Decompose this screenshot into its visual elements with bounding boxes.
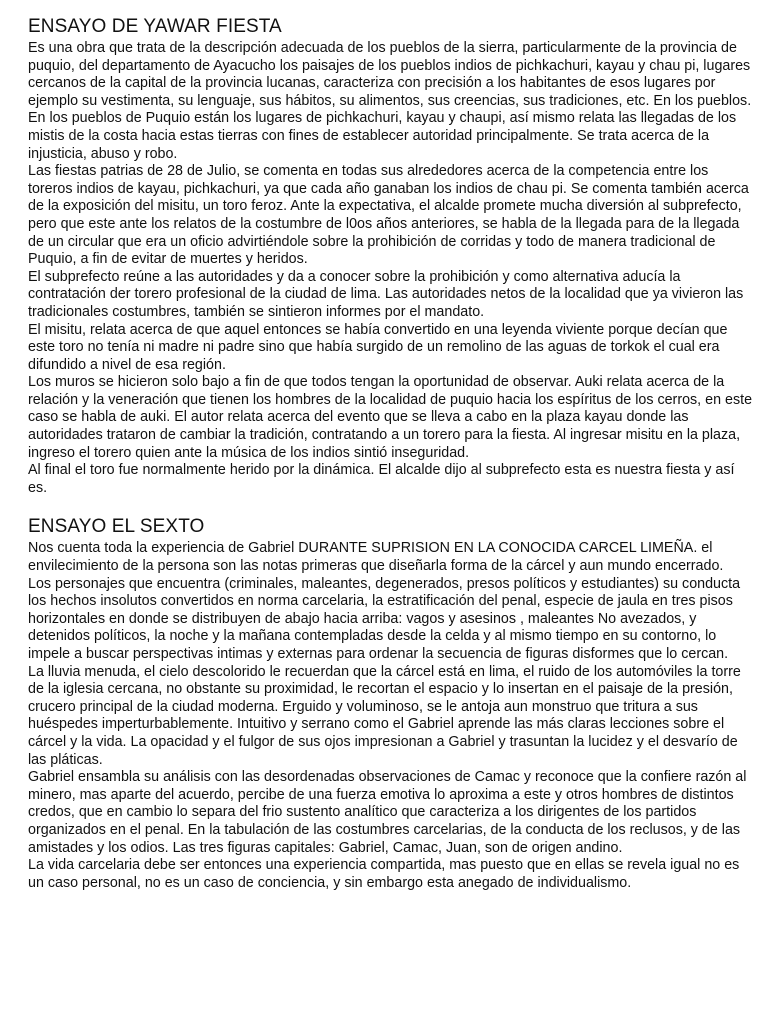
paragraph: La vida carcelaria debe ser entonces una experiencia compartida, mas puesto que en ellas se revela igual no es un caso personal, no es un caso de conciencia, y sin embargo esta anegado de individualismo.: [28, 857, 740, 891]
document-page: [28, 14, 756, 892]
paragraph: Los personajes que encuentra (criminales, maleantes, degenerados, presos políticos y estudiantes) su conducta los hechos insolutos convertidos en norma carcelaria, la estratificación del penal, especie de jaula en tres pisos horizontales en donde se distribuyen de abajo hacia arriba: vagos y asesinos , maleantes No avezados, y detenidos políticos, la noche y la mañana contempladas desde la celda y al mismo tiempo en su contorno, lo impele a buscar perspectivas intimas y externas para ordenar la secuencia de figuras disformes que lo cercan.: [28, 575, 741, 662]
paragraph: En los pueblos de Puquio están los lugares de pichkachuri, kayau y chaupi, así mismo relata las llegadas de los mistis de la costa hacia estas tierras con fines de establecer autoridad principalmente. Se trata acerca de la injusticia, abuso y robo.: [28, 110, 737, 162]
paragraph: Es una obra que trata de la descripción adecuada de los pueblos de la sierra, particularmente de la provincia de puquio, del departamento de Ayacucho los paisajes de los pueblos indios de pichkachuri, kayau y chau pi, lugares cercanos de la capital de la provincia lucanas, caracteriza con precisión a los habitantes de esos lugares por ejemplo su vestimenta, su lenguaje, sus hábitos, su alimentos, sus creencias, sus tradiciones, etc. En los pueblos.: [28, 40, 752, 109]
paragraph: Los muros se hicieron solo bajo a fin de que todos tengan la oportunidad de observar. Auki relata acerca de la relación y la veneración que tienen los hombres de la localidad de puquio hacia los espíritus de los cerros, en este caso se habla de auki. El autor relata acerca del evento que se lleva a cabo en la plaza kayau donde las autoridades trataron de cambiar la tradición, contratando a un torero para la fiesta. Al ingresar misitu en la plaza, ingreso el torero quien ante la música de los indios sintió inseguridad.: [28, 374, 753, 461]
section-title: ENSAYO EL SEXTO: [28, 516, 205, 538]
section-el-sexto: [28, 514, 756, 892]
section-spacer: [28, 497, 756, 514]
section-yawar-fiesta: [28, 14, 756, 497]
paragraph: Nos cuenta toda la experiencia de Gabriel DURANTE SUPRISION EN LA CONOCIDA CARCEL LIMEÑA. el envilecimiento de la persona son las notas primeras que diseñarla forma de la cárcel y aun mundo encerrado.: [28, 540, 724, 575]
paragraph: Al final el toro fue normalmente herido por la dinámica. El alcalde dijo al subprefecto esta es nuestra fiesta y así es.: [28, 462, 735, 496]
paragraph: Las fiestas patrias de 28 de Julio, se comenta en todas sus alrededores acerca de la competencia entre los toreros indios de kayau, pichkachuri, ya que cada año ganaban los indios de chau pi. Se comenta también acerca de la exposición del misitu, un toro feroz. Ante la expectativa, el alcalde promete mucha diversión al subprefecto, pero que este ante los relatos de la costumbre de l0os años anteriores, se habla de la llegada para de la llegada de un circular que era un oficio advirtiéndole sobre la prohibición de corridas y todo de manera tradicional de Puquio, a fin de evitar de muertes y heridos.: [28, 163, 749, 268]
paragraph: El misitu, relata acerca de que aquel entonces se había convertido en una leyenda viviente porque decían que este toro no tenía ni madre ni padre sino que había surgido de un remolino de las aguas de torkok el cual era difundido a nivel de esa región.: [28, 321, 728, 373]
section-title: ENSAYO DE YAWAR FIESTA: [28, 16, 282, 37]
paragraph: El subprefecto reúne a las autoridades y da a conocer sobre la prohibición y como alternativa aducía la contratación der torero profesional de la ciudad de lima. Las autoridades netos de la localidad que ya vivieron las tradicionales costumbres, también se sintieron informes por el mandato.: [28, 268, 744, 320]
paragraph: La lluvia menuda, el cielo descolorido le recuerdan que la cárcel está en lima, el ruido de los automóviles la torre de la iglesia cercana, no obstante su proximidad, le recortan el espacio y lo insertan en el paisaje de la presión, crucero principal de la ciudad moderna. Erguido y voluminoso, se le antoja aun monstruo que tritura a sus huéspedes imperturbablemente. Intuitivo y serrano como el Gabriel aprende las más claras lecciones sobre el cárcel y la vida. La opacidad y el fulgor de sus ojos impresionan a Gabriel y trasuntan la lucidez y el desvarío de las pláticas.: [28, 663, 741, 768]
paragraph: Gabriel ensambla su análisis con las desordenadas observaciones de Camac y reconoce que la confiere razón al minero, mas aparte del acuerdo, percibe de una fuerza emotiva lo aproxima a este y otros hombres de distintos credos, que en cambio lo separa del frio sustento analítico que caracteriza a los dirigentes de los partidos organizados en el penal. En la tabulación de las costumbres carcelarias, de la conducta de los reclusos, y de las amistades y los odios. Las tres figuras capitales: Gabriel, Camac, Juan, son de origen andino.: [28, 769, 747, 856]
